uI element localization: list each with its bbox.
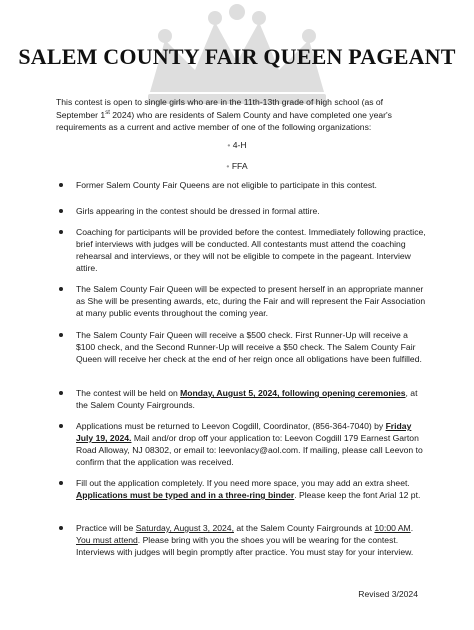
bullet-dot xyxy=(59,287,63,291)
bullet-dot xyxy=(59,209,63,213)
org-item-ffa: • FFA xyxy=(226,161,248,171)
bullet-dot xyxy=(59,526,63,530)
rule-prize-checks: The Salem County Fair Queen will receive a $500 check. First Runner-Up will receive a $100 check, and the Second Runner-Up will receive a $50 check. The Salem County Fair Queen will receive her check at the end of her reign once all obligations have been fulfilled. xyxy=(56,329,426,365)
rule-application-return: Applications must be returned to Leevon Cogdill, Coordinator, (856-364-7040) by Friday July 19, 2024. Mail and/or drop off your application to: Leevon Cogdill 179 Earnest Garton Road Alloway, NJ 08302, or email to: leevonlacy@aol.com. If mailing, please call Leevon to confirm that the application was received. xyxy=(56,420,426,468)
rule-practice: Practice will be Saturday, August 3, 2024, at the Salem County Fairgrounds at 10:00 AM. You must attend. Please bring with you the shoes you will be wearing for the contest. Interviews with judges will begin promptly after practice. You must stay for your interview. xyxy=(56,522,426,558)
organization-list xyxy=(0,140,474,182)
practice-date: Saturday, August 3, 2024, xyxy=(135,523,234,533)
contest-date: Monday, August 5, 2024, following opening ceremonies xyxy=(180,388,406,398)
bullet-dot xyxy=(59,481,63,485)
revision-date: Revised 3/2024 xyxy=(358,589,418,599)
intro-paragraph: This contest is open to single girls who are in the 11th-13th grade of high school (as of September 1st 2024) who are residents of Salem County and have completed one year's requirements as a current and active member of one of the following organizations: xyxy=(56,97,392,132)
page-title: SALEM COUNTY FAIR QUEEN PAGEANT xyxy=(18,44,456,69)
bullet-dot xyxy=(59,333,63,337)
org-item-4h: • 4-H xyxy=(227,140,247,150)
rule-fill-application: Fill out the application completely. If you need more space, you may add an extra sheet. Applications must be typed and in a three-ring binder. Please keep the font Arial 12 pt. xyxy=(56,477,426,501)
bullet-dot xyxy=(59,424,63,428)
must-attend-note: You must attend xyxy=(76,535,138,545)
bullet-dot xyxy=(59,183,63,187)
bullet-dot xyxy=(59,230,63,234)
practice-time: 10:00 AM xyxy=(374,523,411,533)
rule-coaching: Coaching for participants will be provided before the contest. Immediately following practice, brief interviews with judges will be conducted. All contestants must attend the coaching rehearsal and interviews, or they will not be eligible to compete in the pageant. Interview attire. xyxy=(56,226,426,274)
rule-contest-date: The contest will be held on Monday, August 5, 2024, following opening ceremonies, at the Salem County Fairgrounds. xyxy=(56,387,426,411)
rule-former-queens: Former Salem County Fair Queens are not eligible to participate in this contest. xyxy=(56,179,377,191)
rule-formal-attire: Girls appearing in the contest should be dressed in formal attire. xyxy=(56,205,320,217)
bullet-dot xyxy=(59,391,63,395)
application-format-note: Applications must be typed and in a three-ring binder xyxy=(76,490,295,500)
rule-queen-conduct: The Salem County Fair Queen will be expected to present herself in an appropriate manner as She will be presenting awards, etc, during the Fair and will represent the Fair Association at many public events throughout the coming year. xyxy=(56,283,426,319)
application-deadline: Friday July 19, 2024. xyxy=(76,421,412,443)
